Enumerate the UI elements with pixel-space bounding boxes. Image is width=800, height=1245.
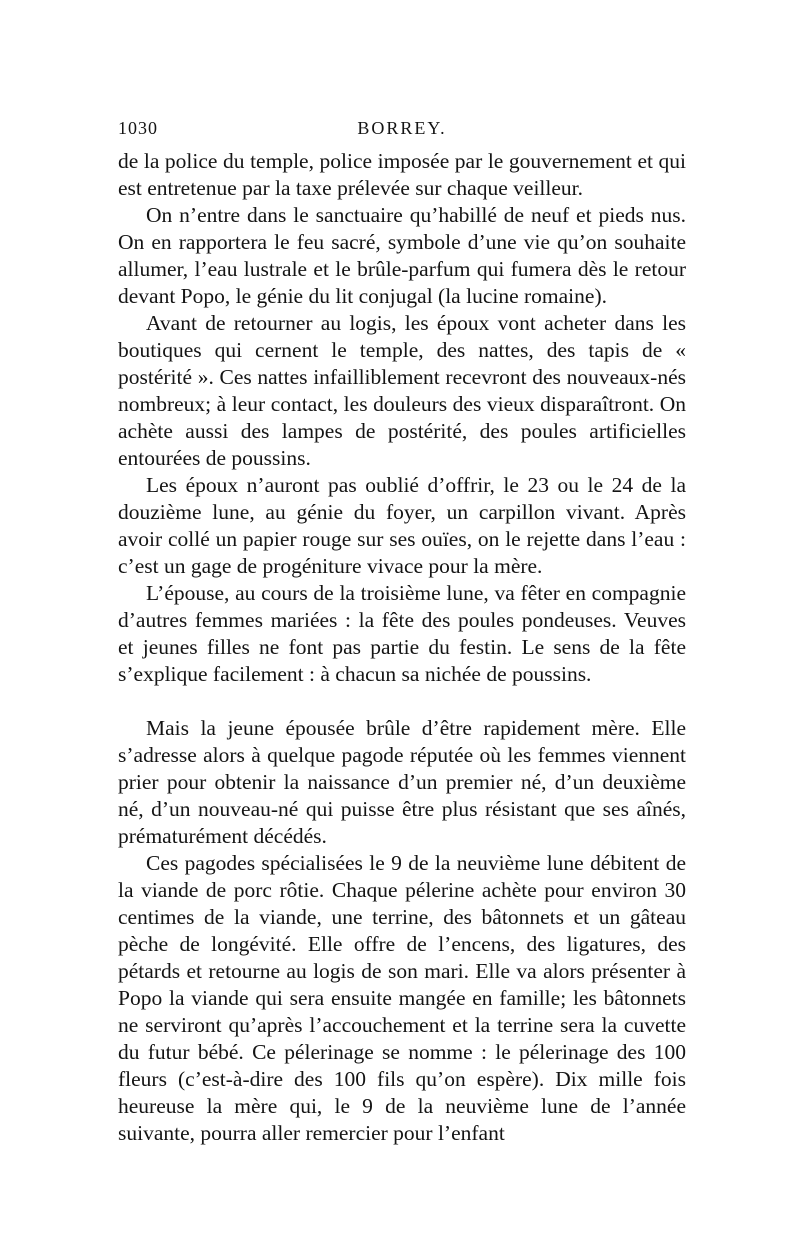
page-number: 1030 bbox=[118, 118, 158, 138]
section-break bbox=[118, 688, 686, 715]
paragraph-5: L’épouse, au cours de la troisième lune, va fêter en compagnie d’autres femmes mariées : la fête des poules pondeuses. Veuves et jeunes filles ne font pas partie du festin. Le sens de la fête s’explique facilement : à chacun sa nichée de poussins. bbox=[118, 581, 686, 686]
book-page bbox=[118, 118, 686, 1147]
running-title: BORREY. bbox=[357, 118, 447, 138]
paragraph-2: On n’entre dans le sanctuaire qu’habillé de neuf et pieds nus. On en rapportera le feu sacré, symbole d’une vie qu’on souhaite allumer, l’eau lustrale et le brûle-parfum qui fumera dès le retour devant Popo, le génie du lit conjugal (la lucine romaine). bbox=[118, 203, 686, 308]
paragraph-1: de la police du temple, police imposée par le gouvernement et qui est entretenue par la taxe prélevée sur chaque veilleur. bbox=[118, 149, 686, 200]
paragraph-6: Mais la jeune épousée brûle d’être rapidement mère. Elle s’adresse alors à quelque pagode réputée où les femmes viennent prier pour obtenir la naissance d’un premier né, d’un deuxième né, d’un nouveau-né qui puisse être plus résistant que ses aînés, prématurément décédés. bbox=[118, 716, 686, 848]
running-head bbox=[118, 118, 686, 148]
paragraph-7: Ces pagodes spécialisées le 9 de la neuvième lune débitent de la viande de porc rôtie. Chaque pélerine achète pour environ 30 centimes de la viande, une terrine, des bâtonnets et un gâteau pèche de longévité. Elle offre de l’encens, des ligatures, des pétards et retourne au logis de son mari. Elle va alors présenter à Popo la viande qui sera ensuite mangée en famille; les bâtonnets ne serviront qu’après l’accouchement et la terrine sera la cuvette du futur bébé. Ce pélerinage se nomme : le pélerinage des 100 fleurs (c’est-à-dire des 100 fils qu’on espère). Dix mille fois heureuse la mère qui, le 9 de la neuvième lune de l’année suivante, pourra aller remercier pour l’enfant bbox=[118, 851, 686, 1145]
paragraph-3: Avant de retourner au logis, les époux vont acheter dans les boutiques qui cernent le temple, des nattes, des tapis de « postérité ». Ces nattes infailliblement recevront des nouveaux-nés nombreux; à leur contact, les douleurs des vieux disparaîtront. On achète aussi des lampes de postérité, des poules artificielles entourées de poussins. bbox=[118, 311, 686, 470]
paragraph-4: Les époux n’auront pas oublié d’offrir, le 23 ou le 24 de la douzième lune, au génie du foyer, un carpillon vivant. Après avoir collé un papier rouge sur ses ouïes, on le rejette dans l’eau : c’est un gage de progéniture vivace pour la mère. bbox=[118, 473, 686, 578]
body-text bbox=[118, 148, 686, 1147]
